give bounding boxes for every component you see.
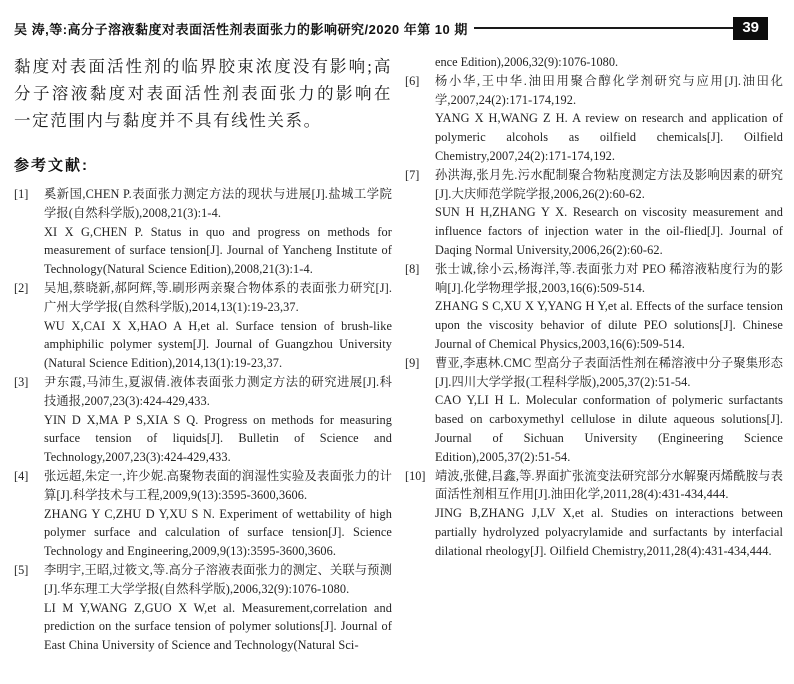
reference-number: [1]	[14, 187, 29, 201]
reference-text-zh: 吴旭,蔡晓新,郝阿辉,等.刷形两亲聚合物体系的表面张力研究[J].广州大学学报(自然科学版),2014,13(1):19-23,37.	[44, 280, 392, 314]
reference-number: [5]	[14, 562, 29, 577]
reference-text-zh: 杨小华,王中华.油田用聚合醇化学剂研究与应用[J].油田化学,2007,24(2):171-174,192.	[435, 73, 783, 107]
reference-number: [6]	[405, 73, 420, 88]
reference-item	[14, 373, 392, 467]
reference-text-en: WU X,CAI X X,HAO A H,et al. Surface tension of brush-like amphiphilic polymer system[J]. Journal of Guangzhou University (Natural Science Edition),2014,13(1):19-23,37.	[44, 318, 392, 371]
reference-text-en: CAO Y,LI H L. Molecular conformation of polymeric surfactants based on carboxymethyl cellulose in dilute aqueous solutions[J]. Journal of Sichuan University (Engineering Science Edition),2005,37(2):51-54.	[435, 393, 783, 464]
reference-continuation: ence Edition),2006,32(9):1076-1080.	[435, 55, 619, 69]
reference-number: [8]	[405, 261, 420, 276]
reference-item	[14, 561, 392, 655]
reference-item	[405, 166, 783, 260]
reference-text-en: ZHANG Y C,ZHU D Y,XU S N. Experiment of wettability of high polymer surface and calculation of surface tension[J]. Science Technology and Engineering,2009,9(13):3595-3600,3606.	[44, 506, 392, 559]
references-heading: 参考文献:	[14, 157, 89, 174]
reference-text-zh: 孙洪海,张月先.污水配制聚合物粘度测定方法及影响因素的研究[J].大庆师范学院学报,2006,26(2):60-62.	[435, 167, 783, 201]
article-body	[0, 41, 794, 655]
reference-number: [10]	[405, 468, 426, 483]
reference-text-en: XI X G,CHEN P. Status in quo and progress on methods for measurement of surface tension[J]. Journal of Yancheng Institute of Technology(Natural Science Edition),2008,21(3):1-4.	[44, 224, 392, 277]
reference-text-zh: 靖波,张健,吕鑫,等.界面扩张流变法研究部分水解聚丙烯酰胺与表面活性剂相互作用[J].油田化学,2011,28(4):431-434,444.	[435, 468, 783, 502]
page-number-badge: 39	[733, 17, 768, 40]
reference-item	[405, 467, 783, 561]
reference-number: [2]	[14, 280, 29, 295]
reference-number: [9]	[405, 355, 420, 370]
page-header	[0, 0, 794, 41]
right-column	[405, 53, 783, 655]
reference-number: [4]	[14, 468, 29, 483]
reference-text-en: YANG X H,WANG Z H. A review on research and application of polymeric alcohols as oilfield chemicals[J]. Oilfield Chemistry,2007,24(2):171-174,192.	[435, 111, 783, 163]
reference-text-en: SUN H H,ZHANG Y X. Research on viscosity measurement and influence factors of injection water in the oil-flied[J]. Journal of Daqing Normal University,2006,26(2):60-62.	[435, 205, 783, 257]
reference-item	[405, 72, 783, 166]
reference-item	[14, 279, 392, 373]
reference-text-en: JING B,ZHANG J,LV X,et al. Studies on interactions between partially hydrolyzed polyacrylamide and surfactants by interfacial dilational rheology[J]. Oilfield Chemistry,2011,28(4):431-434,444.	[435, 506, 783, 558]
reference-text-zh: 尹东霞,马沛生,夏淑倩.液体表面张力测定方法的研究进展[J].科技通报,2007,23(3):424-429,433.	[44, 374, 392, 408]
header-rule	[474, 27, 733, 29]
running-title: 吴 涛,等:高分子溶液黏度对表面活性剂表面张力的影响研究/2020 年第 10 期	[14, 21, 468, 37]
reference-text-en: YIN D X,MA P S,XIA S Q. Progress on methods for measuring surface tension of liquids[J]. Bulletin of Science and Technology,2007,23(3):424-429,433.	[44, 412, 392, 465]
reference-text-zh: 李明宇,王昭,过筱文,等.高分子溶液表面张力的测定、关联与预测[J].华东理工大学学报(自然科学版),2006,32(9):1076-1080.	[44, 562, 392, 596]
reference-number: [3]	[14, 374, 29, 389]
reference-text-zh: 张士诚,徐小云,杨海洋,等.表面张力对 PEO 稀溶液粘度行为的影响[J].化学物理学报,2003,16(6):509-514.	[435, 261, 783, 295]
reference-text-zh: 张远超,朱定一,许少妮.高聚物表面的润湿性实验及表面张力的计算[J].科学技术与工程,2009,9(13):3595-3600,3606.	[44, 468, 392, 502]
lead-paragraph: 黏度对表面活性剂的临界胶束浓度没有影响;高分子溶液黏度对表面活性剂表面张力的影响在一定范围内与黏度并不具有线性关系。	[14, 57, 392, 130]
reference-item	[405, 354, 783, 467]
reference-item	[14, 467, 392, 561]
reference-number: [7]	[405, 167, 420, 182]
reference-text-en: LI M Y,WANG Z,GUO X W,et al. Measurement,correlation and prediction on the surface tension of polymer solutions[J]. Journal of East China University of Science and Technology(Natural Sci-	[44, 600, 392, 653]
reference-text-zh: 奚新国,CHEN P.表面张力测定方法的现状与进展[J].盐城工学院学报(自然科学版),2008,21(3):1-4.	[44, 187, 392, 220]
reference-item	[14, 185, 392, 279]
left-column	[14, 53, 392, 655]
reference-text-en: ZHANG S C,XU X Y,YANG H Y,et al. Effects of the surface tension upon the viscosity behavior of dilute PEO solutions[J]. Chinese Journal of Chemical Physics,2003,16(6):509-514.	[435, 299, 783, 351]
reference-text-zh: 曹亚,李惠林.CMC 型高分子表面活性剂在稀溶液中分子聚集形态[J].四川大学学报(工程科学版),2005,37(2):51-54.	[435, 355, 783, 389]
reference-item	[405, 260, 783, 354]
